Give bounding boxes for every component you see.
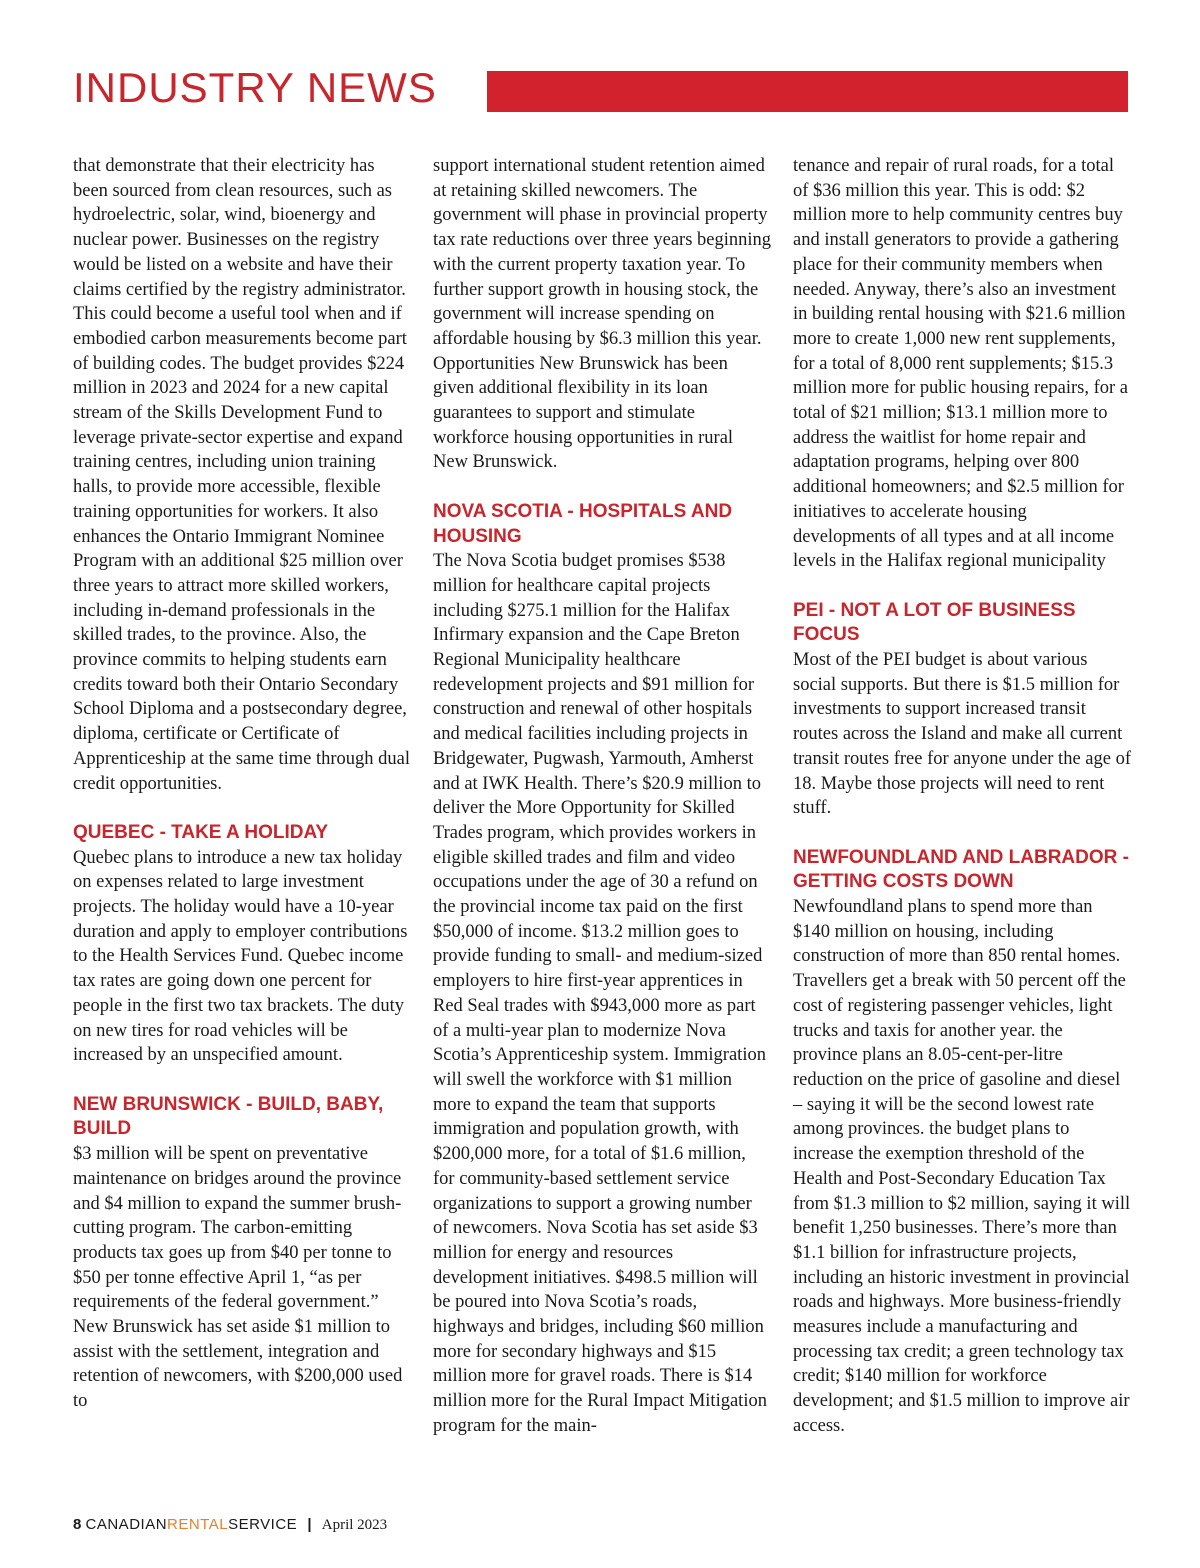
ontario-paragraph: that demonstrate that their electricity has been sourced from clean resources, such as hydroelectric, solar, wind, bioenergy and nuclear power. Businesses on the registry would be listed on a website and have their claims certified by the registry administrator. This could become a useful tool when and if embodied carbon measurements become part of building codes. The budget provides $224 million in 2023 and 2024 for a new capital stream of the Skills Development Fund to leverage private-sector expertise and expand training centres, including union training halls, to provide more accessible, flexible training opportunities for workers. It also enhances the Ontario Immigrant Nominee Program with an additional $25 million over three years to attract more skilled workers, including in-demand professionals in the skilled trades, to the province. Also, the province commits to helping students earn credits toward both their Ontario Secondary School Diploma and a postsecondary degree, diploma, certificate or Certificate of Apprenticeship at the same time through dual credit opportunities. [73, 156, 411, 794]
quebec-paragraph: Quebec plans to introduce a new tax holiday on expenses related to large investment projects. The holiday would have a 10-year duration and apply to employer contributions to the Health Services Fund. Quebec income tax rates are going down one percent for people in the first two tax brackets. The duty on new tires for road vehicles will be increased by an unspecified amount. [73, 847, 408, 1066]
newfoundland-heading: NEWFOUNDLAND AND LABRADOR - GETTING COSTS DOWN [793, 846, 1129, 893]
page-footer [73, 1515, 387, 1535]
header-accent-bar [487, 71, 1128, 112]
section-title: INDUSTRY NEWS [73, 64, 437, 111]
newfoundland-paragraph: Newfoundland plans to spend more than $140 million on housing, including construction of more than 850 rental homes. Travellers get a break with 50 percent off the cost of registering passenger vehicles, light trucks and taxis for another year. the province plans an 8.05-cent-per-litre reduction on the price of gasoline and diesel – saying it will be the second lowest rate among provinces. the budget plans to increase the exemption threshold of the Health and Post-Secondary Education Tax from $1.3 million to $2 million, saying it will benefit 1,250 businesses. There’s more than $1.1 billion for infrastructure projects, including an historic investment in provincial roads and highways. More business-friendly measures include a manufacturing and processing tax credit; a green technology tax credit; $140 million for workforce development; and $1.5 million to improve air access. [793, 897, 1131, 1436]
nova-scotia-continued: tenance and repair of rural roads, for a total of $36 million this year. This is odd: $2 million more to help community centres buy and install generators to provide a gathering place for their community members when needed. Anyway, there’s also an investment in building rental housing with $21.6 million more to create 1,000 new rent supplements, for a total of 8,000 rent supplements; $15.3 million more for public housing repairs, for a total of $21 million; $13.1 million more to address the waitlist for home repair and adaptation programs, helping over 800 additional homeowners; and $2.5 million for initiatives to accelerate housing developments of all types and at all income levels in the Halifax regional municipality [793, 156, 1128, 572]
new-brunswick-heading: NEW BRUNSWICK - BUILD, BABY, BUILD [73, 1093, 384, 1140]
article-column-2 [433, 154, 771, 1439]
new-brunswick-continued: support international student retention aimed at retaining skilled newcomers. The government will phase in provincial property tax rate reductions over three years beginning with the current property taxation year. To further support growth in housing stock, the government will increase spending on affordable housing by $6.3 million this year. Opportunities New Brunswick has been given additional flexibility in its loan guarantees to support and stimulate workforce housing opportunities in rural New Brunswick. [433, 156, 772, 473]
nova-scotia-heading: NOVA SCOTIA - HOSPITALS AND HOUSING [433, 500, 733, 547]
quebec-heading: QUEBEC - TAKE A HOLIDAY [73, 821, 329, 843]
article-column-1 [73, 154, 411, 1414]
page-header [73, 62, 1128, 112]
new-brunswick-paragraph: $3 million will be spent on preventative maintenance on bridges around the province and $4 million to expand the summer brush-cutting program. The carbon-emitting products tax goes up from $40 per tonne to $50 per tonne effective April 1, “as per requirements of the federal government.” New Brunswick has set aside $1 million to assist with the settlement, integration and retention of newcomers, with $200,000 used to [73, 1144, 403, 1412]
publication-name: CANADIANRENTALSERVICE [85, 1516, 298, 1533]
issue-date: April 2023 [321, 1517, 388, 1533]
pei-heading: PEI - NOT A LOT OF BUSINESS FOCUS [793, 599, 1076, 646]
page-number: 8 [73, 1516, 82, 1533]
nova-scotia-paragraph: The Nova Scotia budget promises $538 million for healthcare capital projects including $275.1 million for the Halifax Infirmary expansion and the Cape Breton Regional Municipality healthcare redevelopment projects and $91 million for construction and renewal of other hospitals and medical facilities including projects in Bridgewater, Pugwash, Yarmouth, Amherst and at IWK Health. There’s $20.9 million to deliver the More Opportunity for Skilled Trades program, which provides workers in eligible skilled trades and film and video occupations under the age of 30 a refund on the provincial income tax paid on the first $50,000 of income. $13.2 million goes to provide funding to small- and medium-sized employers to hire first-year apprentices in Red Seal trades with $943,000 more as part of a multi-year plan to modernize Nova Scotia’s Apprenticeship system. Immigration will swell the workforce with $1 million more to expand the team that supports immigration and population growth, with $200,000 more, for a total of $1.6 million, for community-based settlement service organizations to support a growing number of newcomers. Nova Scotia has set aside $3 million for energy and resources development initiatives. $498.5 million will be poured into Nova Scotia’s roads, highways and bridges, including $60 million more for secondary highways and $15 million more for gravel roads. There is $14 million more for the Rural Impact Mitigation program for the main- [433, 551, 767, 1436]
article-column-3 [793, 154, 1131, 1439]
footer-separator: | [307, 1516, 312, 1533]
pei-paragraph: Most of the PEI budget is about various social supports. But there is $1.5 million for investments to support increased transit routes across the Island and make all current transit routes free for anyone under the age of 18. Maybe those projects will need to rent stuff. [793, 650, 1131, 819]
